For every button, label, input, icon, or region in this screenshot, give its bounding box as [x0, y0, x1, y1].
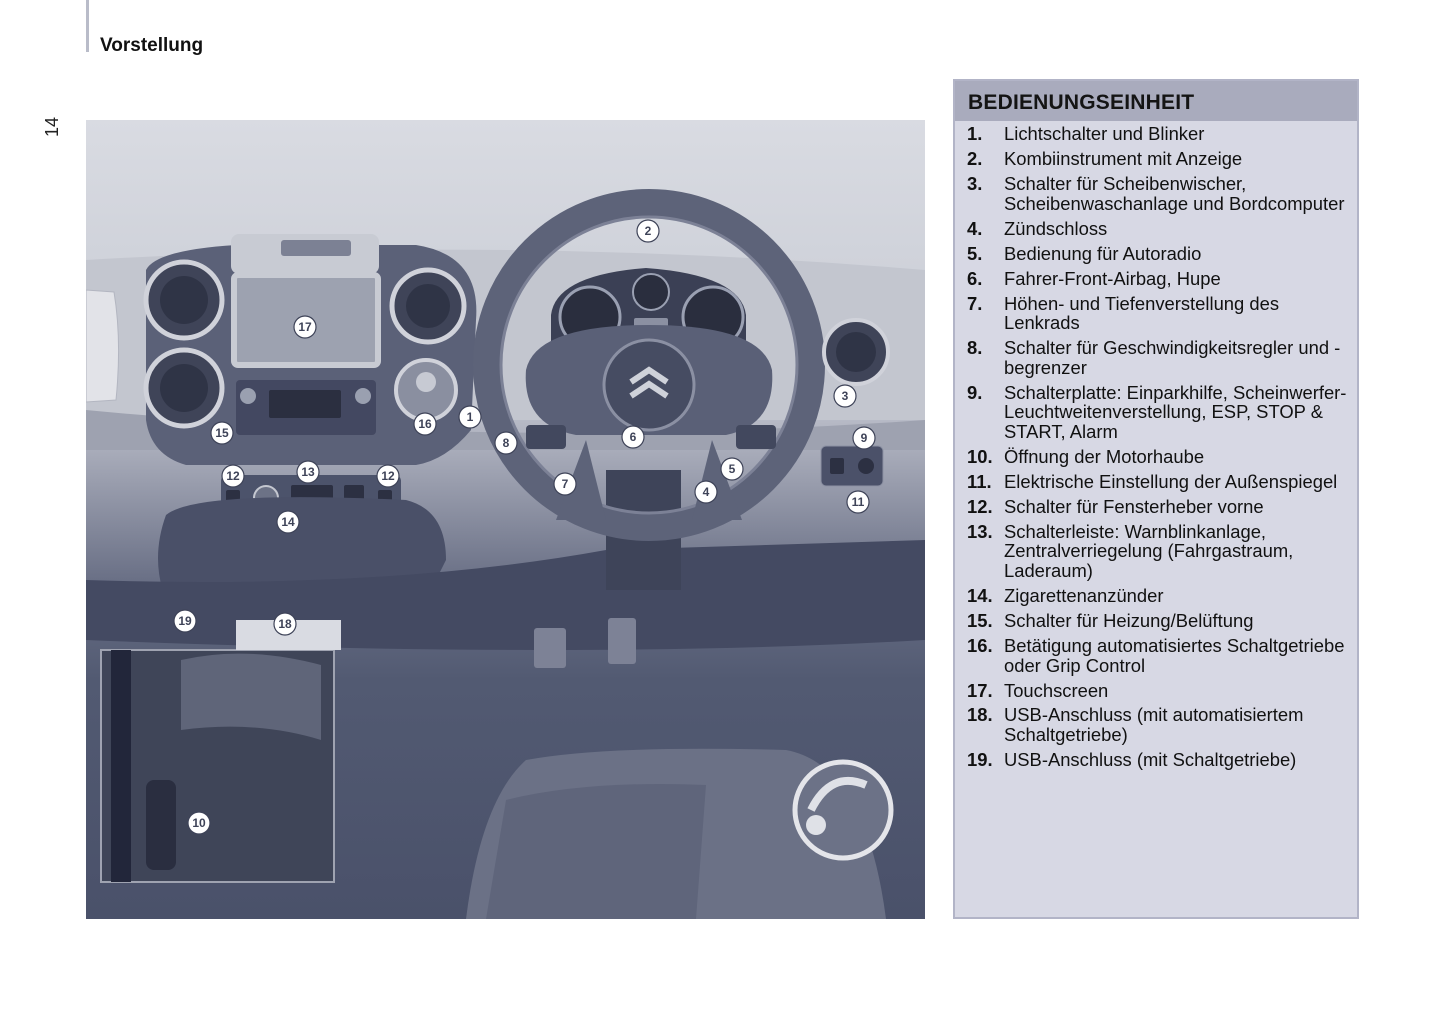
legend-number: 6.	[967, 267, 983, 289]
callout-2	[637, 220, 659, 242]
legend-item	[967, 522, 1351, 581]
legend-text: Elektrische Einstellung der Außenspiegel	[1004, 470, 1338, 492]
callout-14	[277, 511, 299, 533]
legend-number: 13.	[967, 520, 993, 542]
legend-text: Schalter für Fensterheber vorne	[1004, 495, 1264, 517]
legend-item	[967, 586, 1351, 606]
legend-text: Zündschloss	[1004, 217, 1108, 239]
callout-6-label: 6	[629, 430, 637, 444]
legend-number: 16.	[967, 634, 993, 656]
legend-text: Betätigung automatisiertes Schaltgetriebe oder Grip Control	[1004, 634, 1345, 676]
legend-item	[967, 705, 1351, 744]
legend-text: Schalter für Geschwindigkeitsregler und - begrenzer	[1004, 337, 1341, 378]
legend-text: Schalter für Scheibenwischer, Scheibenwaschanlage und Bordcomputer	[1004, 172, 1345, 214]
callout-7-label: 7	[561, 477, 569, 491]
callout-4	[695, 481, 717, 503]
legend-panel-header	[955, 81, 1357, 121]
legend-number: 17.	[967, 679, 993, 701]
callout-4-label: 4	[702, 485, 710, 499]
legend-number: 18.	[967, 704, 993, 726]
legend-number: 14.	[967, 584, 993, 606]
legend-item	[967, 681, 1351, 701]
legend-item	[967, 611, 1351, 631]
callout-9-label: 9	[860, 431, 868, 445]
legend-number: 5.	[967, 242, 983, 264]
legend-text: USB-Anschluss (mit Schaltgetriebe)	[1004, 749, 1297, 771]
legend-item	[967, 124, 1351, 144]
legend-item	[967, 472, 1351, 492]
callout-3-label: 3	[841, 389, 849, 403]
legend-item	[967, 383, 1351, 442]
callout-12-left	[222, 465, 244, 487]
section-title: Vorstellung	[100, 35, 204, 56]
legend-number: 4.	[967, 217, 983, 239]
legend-item	[967, 149, 1351, 169]
legend-number: 11.	[967, 470, 992, 492]
legend-text: Touchscreen	[1004, 679, 1109, 701]
callout-15	[211, 422, 233, 444]
legend-text: Schalterleiste: Warnblinkanlage, Zentralverriegelung (Fahrgastraum, Laderaum)	[1004, 520, 1294, 581]
legend-item	[967, 636, 1351, 675]
legend-text: USB-Anschluss (mit automatisiertem Schaltgetriebe)	[1004, 704, 1304, 746]
page-number: 14	[42, 116, 62, 138]
callout-13-label: 13	[301, 465, 315, 479]
legend-item	[967, 750, 1351, 770]
callout-11	[847, 491, 869, 513]
legend-item	[967, 219, 1351, 239]
legend-item	[967, 338, 1351, 377]
legend-text: Schalter für Heizung/Belüftung	[1004, 609, 1254, 631]
callout-7	[554, 473, 576, 495]
callout-12-left-label: 12	[226, 469, 240, 483]
legend-number: 3.	[967, 172, 983, 194]
callout-15-label: 15	[215, 426, 229, 440]
callout-19	[174, 610, 196, 632]
callout-5-label: 5	[728, 462, 736, 476]
callout-9	[853, 427, 875, 449]
legend-item	[967, 294, 1351, 333]
legend-text: Kombiinstrument mit Anzeige	[1004, 147, 1243, 169]
dashboard-illustration	[86, 120, 925, 919]
callout-8	[495, 432, 517, 454]
callout-16	[414, 413, 436, 435]
callout-18-label: 18	[278, 617, 292, 631]
legend-text: Zigarettenanzünder	[1004, 584, 1164, 606]
callout-10	[188, 812, 210, 834]
legend-number: 15.	[967, 609, 993, 631]
callout-10-label: 10	[192, 816, 206, 830]
legend-number: 9.	[967, 381, 983, 403]
legend-item	[967, 497, 1351, 517]
legend-panel-title: BEDIENUNGSEINHEIT	[968, 91, 1195, 114]
legend-number: 10.	[967, 445, 993, 467]
callout-12-right-label: 12	[381, 469, 395, 483]
callout-13	[297, 461, 319, 483]
legend-number: 12.	[967, 495, 993, 517]
legend-text: Öffnung der Motorhaube	[1004, 445, 1205, 467]
callout-14-label: 14	[281, 515, 295, 529]
callout-6	[622, 426, 644, 448]
callout-1-label: 1	[466, 410, 474, 424]
callout-16-label: 16	[418, 417, 432, 431]
legend-number: 2.	[967, 147, 983, 169]
callout-11-label: 11	[851, 495, 865, 509]
page-rule	[86, 0, 89, 52]
legend-text: Fahrer-Front-Airbag, Hupe	[1004, 267, 1221, 289]
callout-17-label: 17	[298, 320, 312, 334]
legend-text: Höhen- und Tiefenverstellung des Lenkrads	[1004, 292, 1280, 334]
callout-3	[834, 385, 856, 407]
legend-item	[967, 269, 1351, 289]
legend-text: Bedienung für Autoradio	[1004, 242, 1202, 264]
callout-18	[274, 613, 296, 635]
callout-19-label: 19	[178, 614, 192, 628]
callout-12-right	[377, 465, 399, 487]
callout-17	[294, 316, 316, 338]
legend-number: 1.	[967, 123, 983, 144]
legend-panel	[953, 79, 1359, 919]
legend-item	[967, 447, 1351, 467]
legend-item	[967, 244, 1351, 264]
legend-text: Lichtschalter und Blinker	[1004, 123, 1205, 144]
legend-number: 19.	[967, 749, 993, 771]
callout-8-label: 8	[502, 436, 510, 450]
callout-2-label: 2	[644, 224, 652, 238]
callout-1	[459, 406, 481, 428]
legend-list	[955, 121, 1357, 770]
legend-number: 8.	[967, 337, 983, 359]
legend-number: 7.	[967, 292, 983, 314]
legend-item	[967, 174, 1351, 213]
callout-5	[721, 458, 743, 480]
legend-text: Schalterplatte: Einparkhilfe, Scheinwerfer-Leuchtweitenverstellung, ESP, STOP & START, Alarm	[1004, 381, 1347, 442]
